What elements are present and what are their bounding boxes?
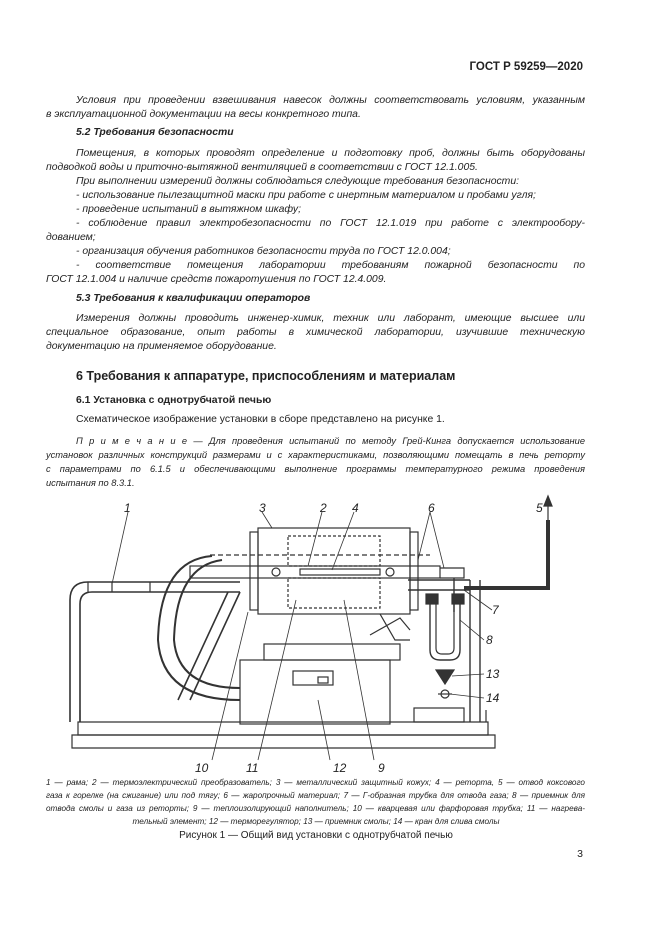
figure-label-14: 14 (486, 691, 500, 705)
figure-label-5: 5 (536, 501, 543, 515)
figure-label-4: 4 (352, 501, 359, 515)
frame-outer (70, 582, 240, 722)
legend-line-2: газа к горелке (на сжигание) или под тягу; 6 — жаропрочный материал; 7 — Г-образная трубка для отвода газа; 8 — приемник для (46, 791, 585, 800)
heat-filler-bottom (288, 578, 380, 608)
figure-label-3: 3 (259, 501, 266, 515)
figure-label-8: 8 (486, 633, 493, 647)
apparatus-figure (0, 490, 661, 780)
s52-bullet-5-line-1: - соответствие помещения лаборатории требованиям пожарной безопасности по (76, 260, 585, 271)
page-number: 3 (577, 848, 583, 860)
base-plate (72, 735, 495, 748)
s52-bullet-4: - организация обучения работников безопасности труда по ГОСТ 12.0.004; (76, 246, 451, 257)
tar-receiver (436, 670, 454, 684)
document-header: ГОСТ Р 59259—2020 (469, 61, 583, 73)
frame-right-bar (408, 580, 470, 590)
s52-paragraph-1-line-2: подводкой воды и приточно-вытяжной вентиляцией в соответствии с ГОСТ 12.1.005. (46, 162, 478, 173)
note-line-2: установок различных конструкций размерами и с характеристиками, позволяющими помещать в печь реторту (46, 450, 585, 460)
section-6-heading: 6 Требования к аппаратуре, приспособлениям и материалам (76, 369, 456, 383)
s52-bullet-2: - проведение испытаний в вытяжном шкафу; (76, 204, 301, 215)
s52-paragraph-1-line-1: Помещения, в которых проводят определение и подготовку проб, должны быть оборудованы (76, 148, 585, 159)
s53-line-3: документацию на применяемое оборудование. (46, 341, 277, 352)
s52-bullet-3-line-1: - соблюдение правил электробезопасности по ГОСТ 12.1.019 при работе с электрообору- (76, 218, 585, 229)
s53-line-1: Измерения должны проводить инженер-химик, техник или лаборант, имеющие высшее или (76, 313, 585, 324)
s52-bullet-5-line-2: ГОСТ 12.1.004 и наличие средств пожаротушения по ГОСТ 12.4.009. (46, 274, 387, 285)
legend-line-4: тельный элемент; 12 — терморегулятор; 13 — приемник смолы; 14 — кран для слива смолы (132, 817, 500, 826)
figure-caption: Рисунок 1 — Общий вид установки с однотрубчатой печью (179, 830, 453, 841)
figure-label-11: 11 (246, 761, 259, 775)
figure-label-6: 6 (428, 501, 435, 515)
intro-line-2: в эксплуатационной документации на весы конкретного типа. (46, 109, 361, 120)
figure-label-7: 7 (492, 603, 499, 617)
section-6-1-heading: 6.1 Установка с однотрубчатой печью (76, 395, 272, 406)
quartz-tube (190, 566, 440, 578)
figure-label-12: 12 (333, 761, 347, 775)
furnace-casing (258, 528, 410, 614)
s52-paragraph-2: При выполнении измерений должны соблюдаться следующие требования безопасности: (76, 176, 520, 187)
s52-bullet-1: - использование пылезащитной маски при работе с инертным материалом и пробами угля; (76, 190, 536, 201)
s61-text: Схематическое изображение установки в сборе представлено на рисунке 1. (76, 414, 445, 425)
u-tube-receiver (430, 600, 460, 660)
s53-line-2: специальное образование, опыт работы в химической лаборатории, изучившие техническую (46, 327, 585, 338)
intro-line-1: Условия при проведении взвешивания навесок должны соответствовать условиям, указанным (76, 95, 585, 106)
stand-block (414, 708, 464, 722)
thermoregulator (240, 660, 390, 724)
retort (300, 569, 380, 575)
heat-filler-top (288, 536, 380, 566)
figure-label-10: 10 (195, 761, 209, 775)
note-line-4: испытания по 8.3.1. (46, 478, 135, 488)
section-5-3-heading: 5.3 Требования к квалификации операторов (76, 293, 311, 304)
legend-line-3: отвода смолы и газа из реторты; 9 — теплоизолирующий наполнитель; 10 — кварцевая или фарфоровая трубка; 11 — нагрева- (46, 804, 585, 813)
figure-label-2: 2 (320, 501, 327, 515)
gas-outlet-pipe (464, 520, 548, 588)
section-5-2-heading: 5.2 Требования безопасности (76, 127, 234, 138)
figure-label-9: 9 (378, 761, 385, 775)
s52-bullet-3-line-2: дованием; (46, 232, 96, 243)
figure-label-13: 13 (486, 667, 500, 681)
note-line-1: П р и м е ч а н и е — Для проведения испытаний по методу Грей-Кинга допускается использование (76, 436, 585, 446)
note-line-3: с параметрами по 6.1.5 и обеспечивающими выполнение программы температурного режима проведения (46, 464, 585, 474)
figure-label-1: 1 (124, 501, 131, 515)
legend-line-1: 1 — рама; 2 — термоэлектрический преобразователь; 3 — металлический защитный кожух; 4 — реторта, 5 — отвод коксового (46, 778, 585, 787)
